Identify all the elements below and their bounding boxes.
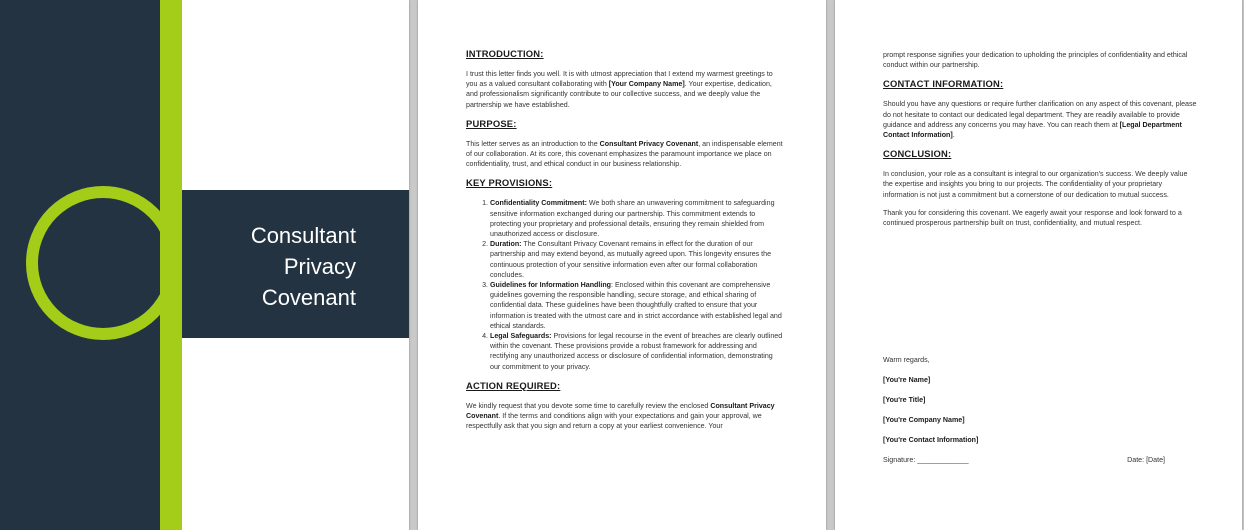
regards-line: Warm regards, [883, 356, 930, 364]
signature-block [883, 355, 1197, 475]
title-placeholder: [You're Title] [883, 396, 926, 404]
provision-item: 2. Duration: The Consultant Privacy Covenant remains in effect for the duration of our partnership and may extend beyond, as mutually agreed upon. This longevity ensures the continuous protection of your sensitive information even after our formal collaboration concludes. [490, 239, 784, 280]
provisions-list [466, 198, 784, 371]
cover-title-line: Consultant [250, 223, 356, 248]
conclusion-heading: CONCLUSION: [883, 148, 952, 160]
introduction-paragraph: I trust this letter finds you well. It is with utmost appreciation that I extend my warmest greetings to you as a valued consultant collaborating with [Your Company Name]. Your expertise, dedication, and professionalism significantly contribute to our collective success, and we deeply value the partnership we have established. [466, 70, 773, 109]
page-2-body [466, 48, 784, 439]
thanks-paragraph: Thank you for considering this covenant. We eagerly await your response and look forward to a continued prosperous partnership built on trust, confidentiality, and mutual respect. [883, 208, 1182, 228]
purpose-paragraph: This letter serves as an introduction to the Consultant Privacy Covenant, an indispensable element of our collaboration. At its core, this covenant emphasizes the paramount importance we place on confidentiality, trust, and ethical conduct in our business relationship. [466, 139, 783, 169]
key-provisions-heading: KEY PROVISIONS: [466, 177, 553, 189]
company-placeholder: [Your Company Name] [608, 80, 685, 89]
cover-title-line: Covenant [261, 285, 356, 310]
continued-paragraph: prompt response signifies your dedication to upholding the principles of confidentiality and ethical conduct within our partnership. [883, 51, 1188, 70]
signature-line: Signature: _____________ [883, 456, 969, 464]
contact-placeholder: [You're Contact Information] [883, 436, 979, 444]
date-line: Date: [Date] [1127, 456, 1165, 464]
cover-title-line: Privacy [283, 254, 356, 279]
company-name-placeholder: [You're Company Name] [883, 416, 965, 424]
contact-information-heading: CONTACT INFORMATION: [883, 78, 1004, 90]
introduction-heading: INTRODUCTION: [466, 48, 544, 59]
contact-paragraph: Should you have any questions or require further clarification on any aspect of this covenant, please do not hesitate to contact our dedicated legal department. They are readily available to provide guidance and address any concerns you may have. You can reach them at [Legal Department Contact Information]. [883, 100, 1197, 140]
provision-item: 4. Legal Safeguards: Provisions for legal recourse in the event of breaches are clearly outlined within the covenant. These provisions provide a robust framework for addressing and rectifying any unauthorized access or disclosure of confidential information, demonstrating our commitment to your privacy. [490, 331, 784, 372]
document-page-3 [835, 0, 1242, 530]
page-3-body [883, 50, 1197, 236]
document-page-2 [418, 0, 826, 530]
signature-date-row [883, 455, 1197, 465]
cover-title [251, 220, 356, 313]
provision-item: 3. Guidelines for Information Handling: Enclosed within this covenant are comprehensive guidelines governing the responsible handling, secure storage, and ethical sharing of confidential data. These guidelines have been thoughtfully crafted to ensure that your information is treated with the utmost care and in strict accordance with established legal and ethical standards. [490, 280, 784, 331]
action-required-heading: ACTION REQUIRED: [466, 379, 561, 391]
action-paragraph: We kindly request that you devote some time to carefully review the enclosed Consultant Privacy Covenant. If the terms and conditions align with your expectations and gain your approval, we respectfully ask that you sign and return a copy at your earliest convenience. Your [466, 401, 775, 431]
cover-page [0, 0, 409, 530]
purpose-heading: PURPOSE: [466, 117, 517, 129]
provision-item: 1. Confidentiality Commitment: We both share an unwavering commitment to safeguarding sensitive information exchanged during our partnership. This commitment extends to protecting your proprietary and professional details, ensuring they remain shielded from unauthorized access or disclosure. [490, 198, 784, 239]
name-placeholder: [You're Name] [883, 376, 931, 384]
conclusion-paragraph: In conclusion, your role as a consultant is integral to our organization's success. We deeply value the expertise and insights you bring to our projects. The confidentiality of your proprietary information is not just a commitment but a cornerstone of our dedication to mutual success. [883, 170, 1188, 199]
cover-ring-graphic [26, 186, 180, 340]
